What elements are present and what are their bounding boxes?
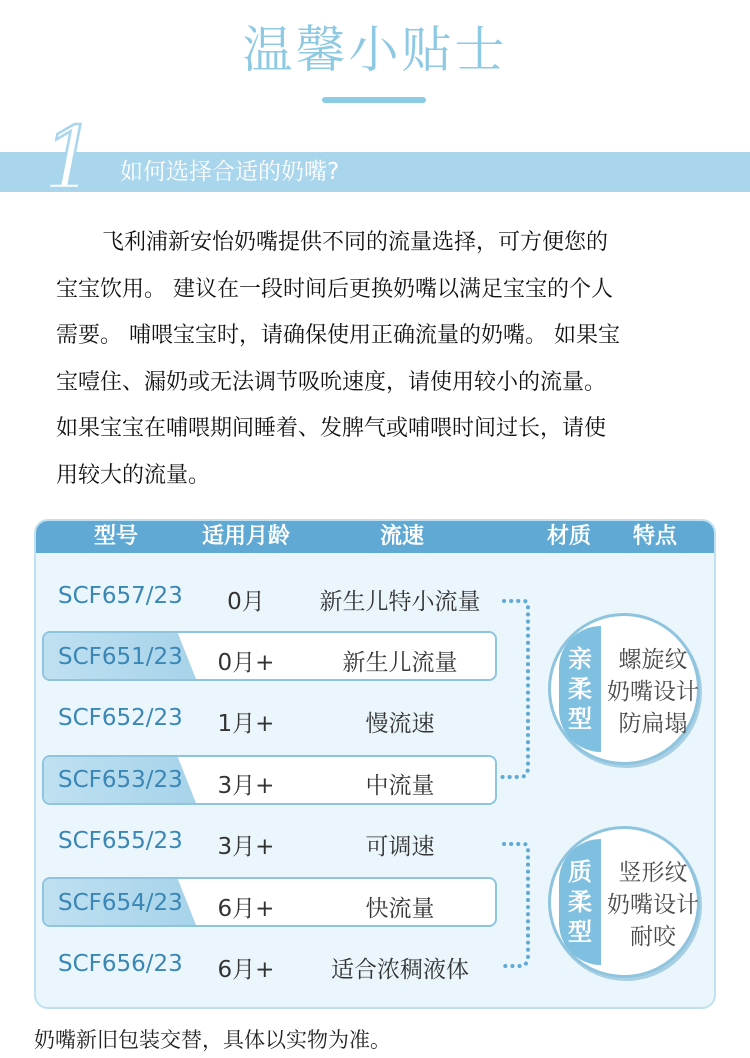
row-model: SCF656/23: [58, 951, 183, 977]
row-age: 6月+: [217, 896, 275, 922]
section-band: [0, 152, 750, 192]
row-model: SCF653/23: [58, 767, 183, 793]
nipple-table-card: [34, 519, 716, 1009]
material-label: [559, 626, 601, 752]
paragraph-line: 飞利浦新安怡奶嘴提供不同的流量选择，可方便您的: [102, 230, 609, 255]
footer-note: 奶嘴新旧包装交替，具体以实物为准。: [34, 1028, 391, 1052]
row-model: SCF651/23: [58, 644, 183, 670]
intro-paragraph: [56, 220, 696, 499]
feature-line: 竖形纹: [618, 860, 688, 886]
row-age: 1月+: [217, 711, 275, 737]
feature-line: 奶嘴设计: [607, 679, 699, 705]
row-model: SCF655/23: [58, 828, 183, 854]
row-age: 6月+: [217, 957, 275, 983]
section-number-graphic: [40, 108, 100, 200]
material-char: 柔: [568, 675, 592, 703]
feature-line: 耐咬: [630, 924, 676, 950]
paragraph-line: 宝宝饮用。 建议在一段时间后更换奶嘴以满足宝宝的个人: [56, 276, 613, 302]
material-char: 型: [568, 705, 592, 733]
paragraph-line: 用较大的流量。: [56, 462, 211, 488]
section-question: 如何选择合适的奶嘴?: [120, 159, 340, 185]
header-model: 型号: [93, 524, 138, 549]
row-flow: 新生儿特小流量: [319, 589, 481, 615]
header-age: 适用月龄: [201, 524, 290, 549]
row-age: 3月+: [217, 773, 275, 799]
row-age: 0月+: [217, 650, 275, 676]
feature-line: 奶嘴设计: [607, 892, 699, 918]
section-number: 1: [42, 109, 98, 200]
paragraph-line: 需要。 哺喂宝宝时，请确保使用正确流量的奶嘴。 如果宝: [56, 323, 620, 348]
header-feature: 特点: [632, 524, 677, 549]
page-title: 温馨小贴士: [242, 21, 508, 79]
header-material: 材质: [546, 524, 591, 549]
row-flow: 适合浓稠液体: [331, 957, 469, 983]
row-flow: 慢流速: [365, 711, 435, 737]
row-age: 0月: [227, 589, 265, 615]
row-flow: 新生儿流量: [342, 650, 458, 676]
feature-line: 螺旋纹: [618, 647, 688, 673]
row-flow: 快流量: [365, 896, 435, 922]
material-char: 型: [568, 918, 592, 946]
paragraph-line: 宝噎住、漏奶或无法调节吸吮速度，请使用较小的流量。: [56, 369, 607, 395]
row-age: 3月+: [217, 834, 275, 860]
row-flow: 可调速: [365, 834, 435, 860]
material-char: 柔: [568, 888, 592, 916]
row-model: SCF657/23: [58, 583, 183, 609]
material-badge: [548, 826, 700, 978]
feature-line: 防扁塌: [618, 711, 688, 737]
row-flow: 中流量: [365, 773, 435, 799]
material-char: 质: [568, 858, 592, 886]
material-char: 亲: [568, 645, 592, 673]
header-flow: 流速: [379, 524, 424, 549]
row-model: SCF654/23: [58, 890, 183, 916]
material-badge: [548, 613, 700, 765]
material-label: [559, 839, 601, 965]
title-underline: [322, 97, 426, 103]
paragraph-line: 如果宝宝在哺喂期间睡着、发脾气或哺喂时间过长，请使: [56, 416, 607, 441]
table-header: [36, 521, 714, 553]
row-model: SCF652/23: [58, 705, 183, 731]
